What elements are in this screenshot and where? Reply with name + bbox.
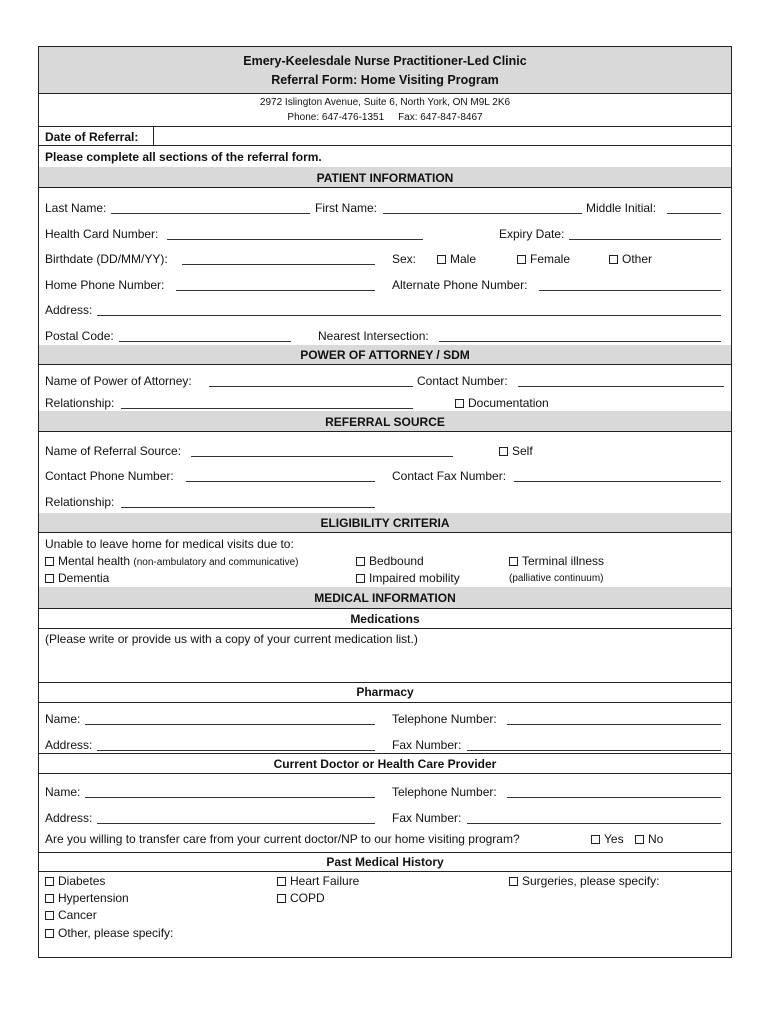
surgeries-option[interactable] <box>509 874 659 888</box>
referral-relationship-field[interactable] <box>121 507 375 508</box>
diabetes-checkbox[interactable] <box>45 877 54 886</box>
doctor-address-field[interactable] <box>97 823 375 824</box>
health-card-label: Health Card Number: <box>45 227 159 241</box>
mental-health-option[interactable] <box>45 554 298 570</box>
other-history-label: Other, please specify: <box>58 926 174 940</box>
doctor-name-field[interactable] <box>85 797 375 798</box>
address-label: Address: <box>45 303 93 317</box>
hypertension-checkbox[interactable] <box>45 894 54 903</box>
dementia-label: Dementia <box>58 571 110 585</box>
intersection-label: Nearest Intersection: <box>318 329 429 343</box>
doctor-fax-field[interactable] <box>467 823 721 824</box>
clinic-phone: Phone: 647-476-1351 <box>287 112 385 123</box>
referral-name-field[interactable] <box>191 456 453 457</box>
heart-failure-label: Heart Failure <box>290 874 360 888</box>
copd-label: COPD <box>290 891 325 905</box>
dementia-option[interactable] <box>45 571 109 585</box>
heart-failure-option[interactable] <box>277 874 359 888</box>
date-of-referral-field[interactable] <box>154 127 724 144</box>
referral-form <box>38 46 732 958</box>
sex-label: Sex: <box>392 252 417 266</box>
expiry-field[interactable] <box>569 239 721 240</box>
male-checkbox[interactable] <box>437 255 446 264</box>
cancer-label: Cancer <box>58 908 97 922</box>
no-checkbox[interactable] <box>635 835 644 844</box>
impaired-mobility-label: Impaired mobility <box>369 571 460 585</box>
medications-heading: Medications <box>350 612 420 626</box>
intersection-field[interactable] <box>439 341 721 342</box>
male-label: Male <box>450 252 477 266</box>
alt-phone-label: Alternate Phone Number: <box>392 278 528 292</box>
other-checkbox[interactable] <box>609 255 618 264</box>
terminal-illness-option[interactable] <box>509 554 604 568</box>
poa-name-field[interactable] <box>209 386 413 387</box>
referral-phone-field[interactable] <box>186 481 375 482</box>
documentation-option[interactable] <box>455 396 549 410</box>
last-name-field[interactable] <box>111 213 310 214</box>
self-label: Self <box>512 444 533 458</box>
referral-name-label: Name of Referral Source: <box>45 444 182 458</box>
date-of-referral-label: Date of Referral: <box>45 130 139 144</box>
poa-name-label: Name of Power of Attorney: <box>45 374 192 388</box>
cancer-option[interactable] <box>45 908 97 922</box>
surgeries-checkbox[interactable] <box>509 877 518 886</box>
impaired-mobility-checkbox[interactable] <box>356 574 365 583</box>
clinic-contact <box>39 111 731 125</box>
other-history-checkbox[interactable] <box>45 929 54 938</box>
diabetes-label: Diabetes <box>58 874 106 888</box>
poa-contact-label: Contact Number: <box>417 374 508 388</box>
doctor-telephone-label: Telephone Number: <box>392 785 497 799</box>
sex-male-option[interactable] <box>437 252 476 266</box>
pharmacy-fax-label: Fax Number: <box>392 738 462 752</box>
palliative-note: (palliative continuum) <box>509 573 604 584</box>
birthdate-label: Birthdate (DD/MM/YY): <box>45 252 168 266</box>
referral-fax-label: Contact Fax Number: <box>392 469 507 483</box>
postal-code-field[interactable] <box>119 341 291 342</box>
yes-label: Yes <box>604 832 624 846</box>
pharmacy-address-field[interactable] <box>97 750 375 751</box>
referral-fax-field[interactable] <box>514 481 721 482</box>
doctor-name-label: Name: <box>45 785 81 799</box>
hypertension-label: Hypertension <box>58 891 129 905</box>
middle-initial-field[interactable] <box>667 213 721 214</box>
terminal-illness-label: Terminal illness <box>522 554 605 568</box>
other-label: Other <box>622 252 653 266</box>
heart-failure-checkbox[interactable] <box>277 877 286 886</box>
cancer-checkbox[interactable] <box>45 911 54 920</box>
last-name-label: Last Name: <box>45 201 107 215</box>
copd-checkbox[interactable] <box>277 894 286 903</box>
patient-info-heading: PATIENT INFORMATION <box>316 171 454 185</box>
bedbound-checkbox[interactable] <box>356 557 365 566</box>
self-checkbox[interactable] <box>499 447 508 456</box>
pharmacy-telephone-label: Telephone Number: <box>392 712 497 726</box>
copd-option[interactable] <box>277 891 325 905</box>
home-phone-label: Home Phone Number: <box>45 278 165 292</box>
health-card-field[interactable] <box>167 239 423 240</box>
home-phone-field[interactable] <box>176 290 375 291</box>
first-name-label: First Name: <box>315 201 378 215</box>
history-heading: Past Medical History <box>326 855 444 869</box>
referral-phone-label: Contact Phone Number: <box>45 469 174 483</box>
sex-female-option[interactable] <box>517 252 570 266</box>
doctor-telephone-field[interactable] <box>507 797 721 798</box>
doctor-fax-label: Fax Number: <box>392 811 462 825</box>
pharmacy-heading: Pharmacy <box>356 685 414 699</box>
medical-heading: MEDICAL INFORMATION <box>314 591 456 605</box>
pharmacy-fax-field[interactable] <box>467 750 721 751</box>
documentation-checkbox[interactable] <box>455 399 464 408</box>
medications-field[interactable] <box>40 647 730 681</box>
medications-note: (Please write or provide us with a copy of your current medication list.) <box>45 632 418 646</box>
sex-other-option[interactable] <box>609 252 652 266</box>
poa-heading: POWER OF ATTORNEY / SDM <box>300 348 470 362</box>
hypertension-option[interactable] <box>45 891 129 905</box>
doctor-heading: Current Doctor or Health Care Provider <box>273 757 497 771</box>
form-title: Referral Form: Home Visiting Program <box>271 73 499 87</box>
alt-phone-field[interactable] <box>539 290 721 291</box>
referral-heading: REFERRAL SOURCE <box>325 415 445 429</box>
postal-code-label: Postal Code: <box>45 329 114 343</box>
no-label: No <box>648 832 664 846</box>
terminal-illness-checkbox[interactable] <box>509 557 518 566</box>
transfer-no-option[interactable] <box>635 832 663 846</box>
doctor-address-label: Address: <box>45 811 93 825</box>
poa-contact-field[interactable] <box>518 386 724 387</box>
self-option[interactable] <box>499 444 533 458</box>
bedbound-label: Bedbound <box>369 554 424 568</box>
eligibility-heading: ELIGIBILITY CRITERIA <box>320 516 450 530</box>
referral-relationship-label: Relationship: <box>45 495 115 509</box>
dementia-checkbox[interactable] <box>45 574 54 583</box>
first-name-field[interactable] <box>383 213 582 214</box>
address-field[interactable] <box>97 315 721 316</box>
surgeries-label: Surgeries, please specify: <box>522 874 660 888</box>
expiry-label: Expiry Date: <box>499 227 565 241</box>
mental-health-note: (non-ambulatory and communicative) <box>133 557 299 568</box>
poa-relationship-label: Relationship: <box>45 396 115 410</box>
pharmacy-address-label: Address: <box>45 738 93 752</box>
pharmacy-name-label: Name: <box>45 712 81 726</box>
female-label: Female <box>530 252 571 266</box>
female-checkbox[interactable] <box>517 255 526 264</box>
clinic-name: Emery-Keelesdale Nurse Practitioner-Led Clinic <box>243 54 527 68</box>
instructions: Please complete all sections of the referral form. <box>45 150 322 164</box>
yes-checkbox[interactable] <box>591 835 600 844</box>
bedbound-option[interactable] <box>356 554 424 568</box>
transfer-yes-option[interactable] <box>591 832 624 846</box>
diabetes-option[interactable] <box>45 874 105 888</box>
birthdate-field[interactable] <box>182 264 375 265</box>
mental-health-label: Mental health <box>58 554 131 568</box>
documentation-label: Documentation <box>468 396 549 410</box>
clinic-fax: Fax: 647-847-8467 <box>398 112 483 123</box>
pharmacy-telephone-field[interactable] <box>507 724 721 725</box>
other-history-option[interactable] <box>45 926 173 940</box>
pharmacy-name-field[interactable] <box>85 724 375 725</box>
transfer-question: Are you willing to transfer care from your current doctor/NP to our home visiting program? <box>45 832 520 846</box>
mental-health-checkbox[interactable] <box>45 557 54 566</box>
clinic-address: 2972 Islington Avenue, Suite 6, North York, ON M9L 2K6 <box>259 97 511 108</box>
eligibility-intro: Unable to leave home for medical visits due to: <box>45 537 294 551</box>
poa-relationship-field[interactable] <box>121 408 413 409</box>
impaired-mobility-option[interactable] <box>356 571 460 585</box>
middle-initial-label: Middle Initial: <box>586 201 657 215</box>
